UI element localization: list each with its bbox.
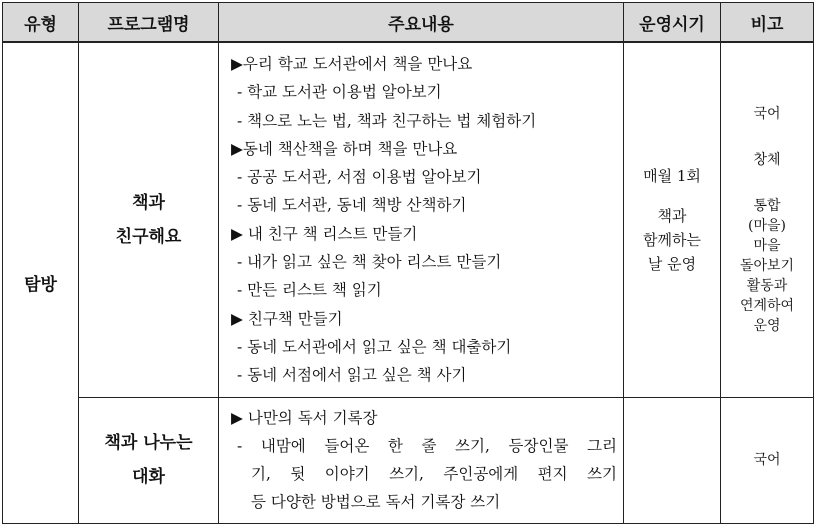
content-heading: ▶동네 책산책을 하며 책을 만나요 bbox=[231, 139, 458, 158]
content-item: - 책으로 노는 법, 책과 친구하는 법 체험하기 bbox=[237, 111, 537, 130]
note-line: 통합 bbox=[753, 197, 781, 214]
note-line: 창체 bbox=[753, 151, 781, 168]
spacer bbox=[721, 170, 813, 196]
content-item: 기, 뒷 이야기 쓰기, 주인공에게 편지 쓰기 bbox=[251, 465, 617, 484]
period-cell bbox=[624, 42, 721, 397]
note-line: (마을) bbox=[748, 217, 786, 234]
content-heading: ▶ 나만의 독서 기록장 bbox=[231, 408, 378, 427]
program-table bbox=[2, 2, 814, 524]
program-name-line: 친구해요 bbox=[115, 226, 182, 247]
content-heading: ▶ 친구책 만들기 bbox=[231, 309, 343, 328]
header-content: 주요내용 bbox=[219, 3, 624, 43]
program-name-line: 책과 bbox=[132, 192, 165, 213]
note-line: 국어 bbox=[753, 452, 781, 469]
header-period: 운영시기 bbox=[624, 3, 721, 43]
period-line: 날 운영 bbox=[647, 254, 697, 273]
table-row bbox=[3, 42, 814, 397]
content-item: - 동네 도서관에서 읽고 싶은 책 대출하기 bbox=[237, 337, 512, 356]
period-cell bbox=[624, 397, 721, 523]
note-line: 마을 bbox=[753, 237, 781, 254]
content-item: - 내가 읽고 싶은 책 찾아 리스트 만들기 bbox=[237, 253, 502, 272]
spacer bbox=[721, 124, 813, 150]
content-item: - 학교 도서관 이용법 알아보기 bbox=[237, 83, 442, 102]
type-cell: 탐방 bbox=[3, 42, 79, 523]
content-heading: ▶우리 학교 도서관에서 책을 만나요 bbox=[231, 54, 473, 73]
content-cell bbox=[219, 397, 624, 523]
spacer bbox=[624, 188, 720, 204]
period-line: 책과 bbox=[657, 206, 687, 225]
content-item: - 동네 도서관, 동네 책방 산책하기 bbox=[237, 196, 467, 215]
program-name-line: 대화 bbox=[132, 467, 165, 488]
note-line: 운영 bbox=[753, 317, 781, 334]
header-program: 프로그램명 bbox=[79, 3, 219, 43]
content-item: - 만든 리스트 책 읽기 bbox=[237, 281, 382, 300]
program-name-line: 책과 나누는 bbox=[104, 433, 193, 454]
header-type: 유형 bbox=[3, 3, 79, 43]
table-row bbox=[3, 397, 814, 523]
content-heading: ▶ 내 친구 책 리스트 만들기 bbox=[231, 224, 418, 243]
content-item: 등 다양한 방법으로 독서 기록장 쓰기 bbox=[251, 493, 501, 512]
program-name-cell bbox=[79, 397, 219, 523]
note-cell bbox=[721, 397, 814, 523]
header-row bbox=[3, 3, 814, 43]
header-note: 비고 bbox=[721, 3, 814, 43]
note-line: 국어 bbox=[753, 105, 781, 122]
content-cell bbox=[219, 42, 624, 397]
program-name-cell bbox=[79, 42, 219, 397]
content-item: - 내맘에 들어온 한 줄 쓰기, 등장인물 그리 bbox=[237, 436, 617, 455]
content-item: - 공공 도서관, 서점 이용법 알아보기 bbox=[237, 168, 482, 187]
note-cell bbox=[721, 42, 814, 397]
note-line: 연계하여 bbox=[739, 297, 795, 314]
note-line: 활동과 bbox=[746, 277, 788, 294]
period-line: 함께하는 bbox=[643, 230, 701, 249]
content-item: - 동네 서점에서 읽고 싶은 책 사기 bbox=[237, 366, 467, 385]
note-line: 돌아보기 bbox=[739, 257, 795, 274]
period-line: 매월 1회 bbox=[643, 166, 701, 185]
